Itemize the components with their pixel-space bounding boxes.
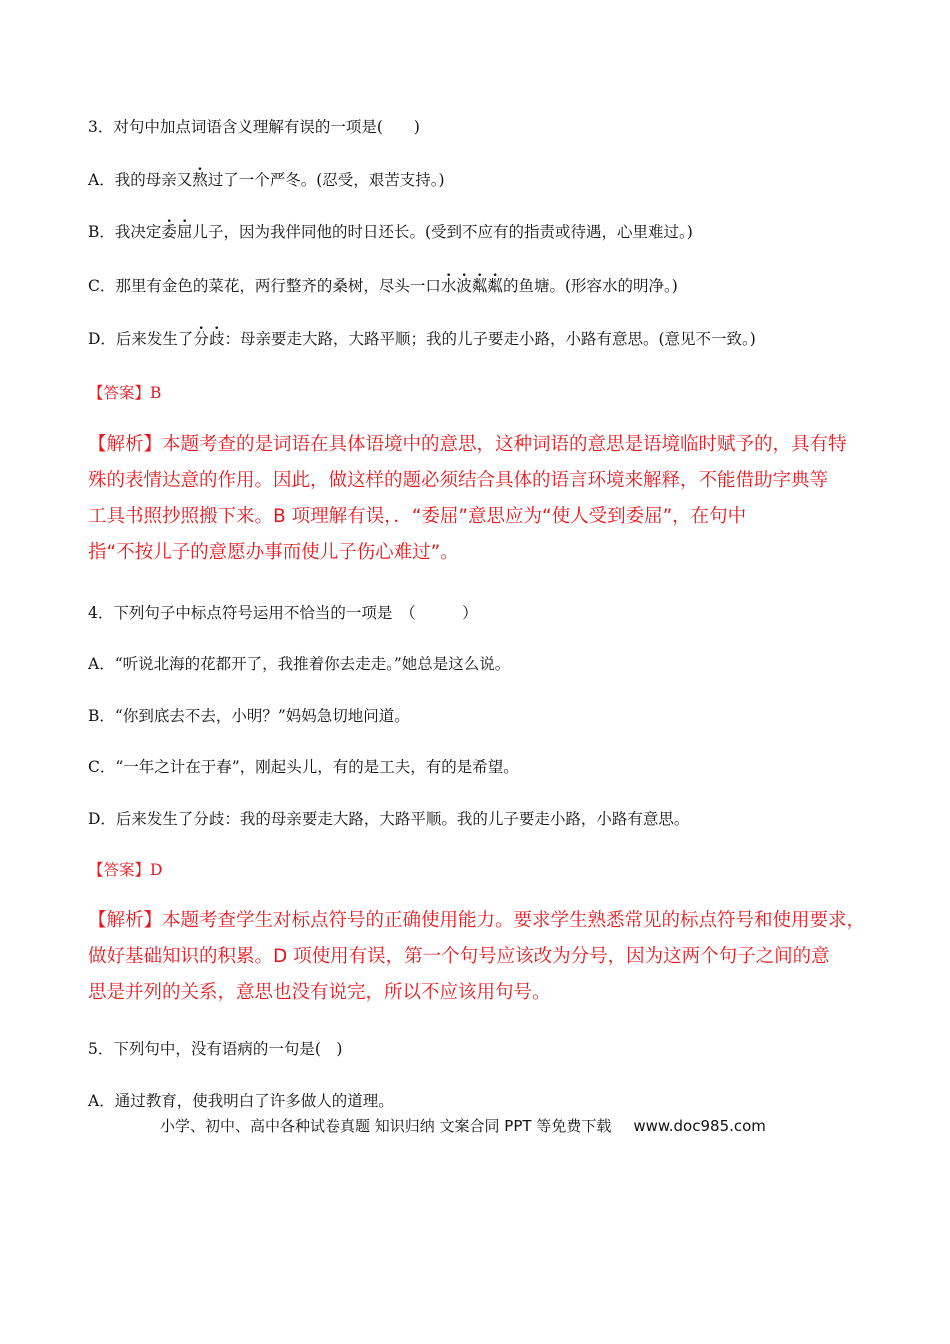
footer-text: 小学、初中、高中各种试卷真题 知识归纳 文案合同 PPT 等免费下载	[160, 1117, 612, 1135]
emphasis-char: 熬	[192, 171, 208, 189]
q3-a-pre: A．我的母亲又	[88, 171, 193, 189]
q3-explanation	[88, 427, 878, 571]
q3-a-dotted-text	[192, 171, 208, 189]
q5-option-a: A．通过教育，使我明白了许多做人的道理。	[88, 1092, 394, 1110]
q3-c-dotted-word	[441, 276, 503, 296]
q4-option-c: C．“一年之计在于春”，刚起头儿，有的是工夫，有的是希望。	[88, 758, 519, 776]
emphasis-char: 分	[193, 330, 209, 348]
q3-option-c	[88, 276, 678, 296]
q4-option-a: A．“听说北海的花都开了，我推着你去走走。”她总是这么说。	[88, 655, 511, 673]
q3-c-post: 的鱼塘。(形容水的明净。)	[502, 277, 678, 295]
q3-d-post: ：母亲要走大路，大路平顺；我的儿子要走小路，小路有意思。(意见不一致。)	[224, 330, 756, 348]
emphasis-char: 水	[440, 277, 457, 295]
q3-answer: 【答案】B	[88, 384, 162, 402]
q3-option-d	[88, 329, 756, 349]
q3-a-post: 过了一个严冬。(忍受，艰苦支持。)	[207, 171, 445, 189]
emphasis-char: 屈	[176, 223, 193, 241]
q3-b-pre: B．我决定	[88, 223, 162, 241]
emphasis-char: 粼	[471, 277, 488, 295]
q3-a-dotted-word	[192, 170, 208, 190]
q4-explanation	[88, 903, 878, 1011]
emphasis-char: 歧	[208, 330, 225, 348]
q4-explanation-line: 【解析】本题考查学生对标点符号的正确使用能力。要求学生熟悉常见的标点符号和使用要求，	[88, 910, 866, 931]
q3-b-post: 儿子，因为我伴同他的时日还长。(受到不应有的指责或待遇，心里难过。)	[192, 223, 693, 241]
q4-option-d: D．后来发生了分歧：我的母亲要走大路，大路平顺。我的儿子要走小路，小路有意思。	[88, 810, 690, 828]
q3-d-pre: D．后来发生了	[88, 330, 194, 348]
emphasis-char: 委	[161, 223, 177, 241]
q3-d-dotted-word	[193, 329, 224, 349]
page-footer	[160, 1116, 766, 1136]
q3-explanation-line: 工具书照抄照搬下来。B 项理解有误，．“委屈”意思应为“使人受到委屈”，在句中	[88, 506, 747, 527]
emphasis-char: 波	[456, 277, 472, 295]
q3-option-a	[88, 170, 445, 190]
q3-stem: 3．对句中加点词语含义理解有误的一项是( )	[88, 118, 420, 136]
q4-stem: 4．下列句子中标点符号运用不恰当的一项是 （ ）	[88, 604, 478, 622]
q3-explanation-line: 【解析】本题考查的是词语在具体语境中的意思，这种词语的意思是语境临时赋予的，具有特	[88, 434, 847, 455]
emphasis-char: 粼	[487, 277, 503, 295]
q3-c-dotted-text	[441, 277, 503, 295]
footer-url[interactable]: www.doc985.com	[633, 1117, 766, 1135]
q4-option-b: B．“你到底去不去，小明？”妈妈急切地问道。	[88, 707, 410, 725]
q3-b-dotted-text	[161, 223, 192, 241]
q3-explanation-line: 殊的表情达意的作用。因此，做这样的题必须结合具体的语言环境来解释，不能借助字典等	[88, 470, 829, 491]
q4-explanation-line: 思是并列的关系，意思也没有说完，所以不应该用句号。	[88, 982, 551, 1003]
q3-option-b	[88, 222, 693, 242]
q3-b-dotted-word	[161, 222, 192, 242]
q3-c-pre: C．那里有金色的菜花，两行整齐的桑树，尽头一口	[88, 277, 441, 295]
q4-explanation-line: 做好基础知识的积累。D 项使用有误，第一个句号应该改为分号，因为这两个句子之间的意	[88, 946, 830, 967]
q3-explanation-line: 指“不按儿子的意愿办事而使儿子伤心难过”。	[88, 542, 459, 563]
q5-stem: 5．下列句中，没有语病的一句是( )	[88, 1040, 343, 1058]
q4-answer: 【答案】D	[88, 861, 163, 879]
q3-d-dotted-text	[193, 330, 224, 348]
